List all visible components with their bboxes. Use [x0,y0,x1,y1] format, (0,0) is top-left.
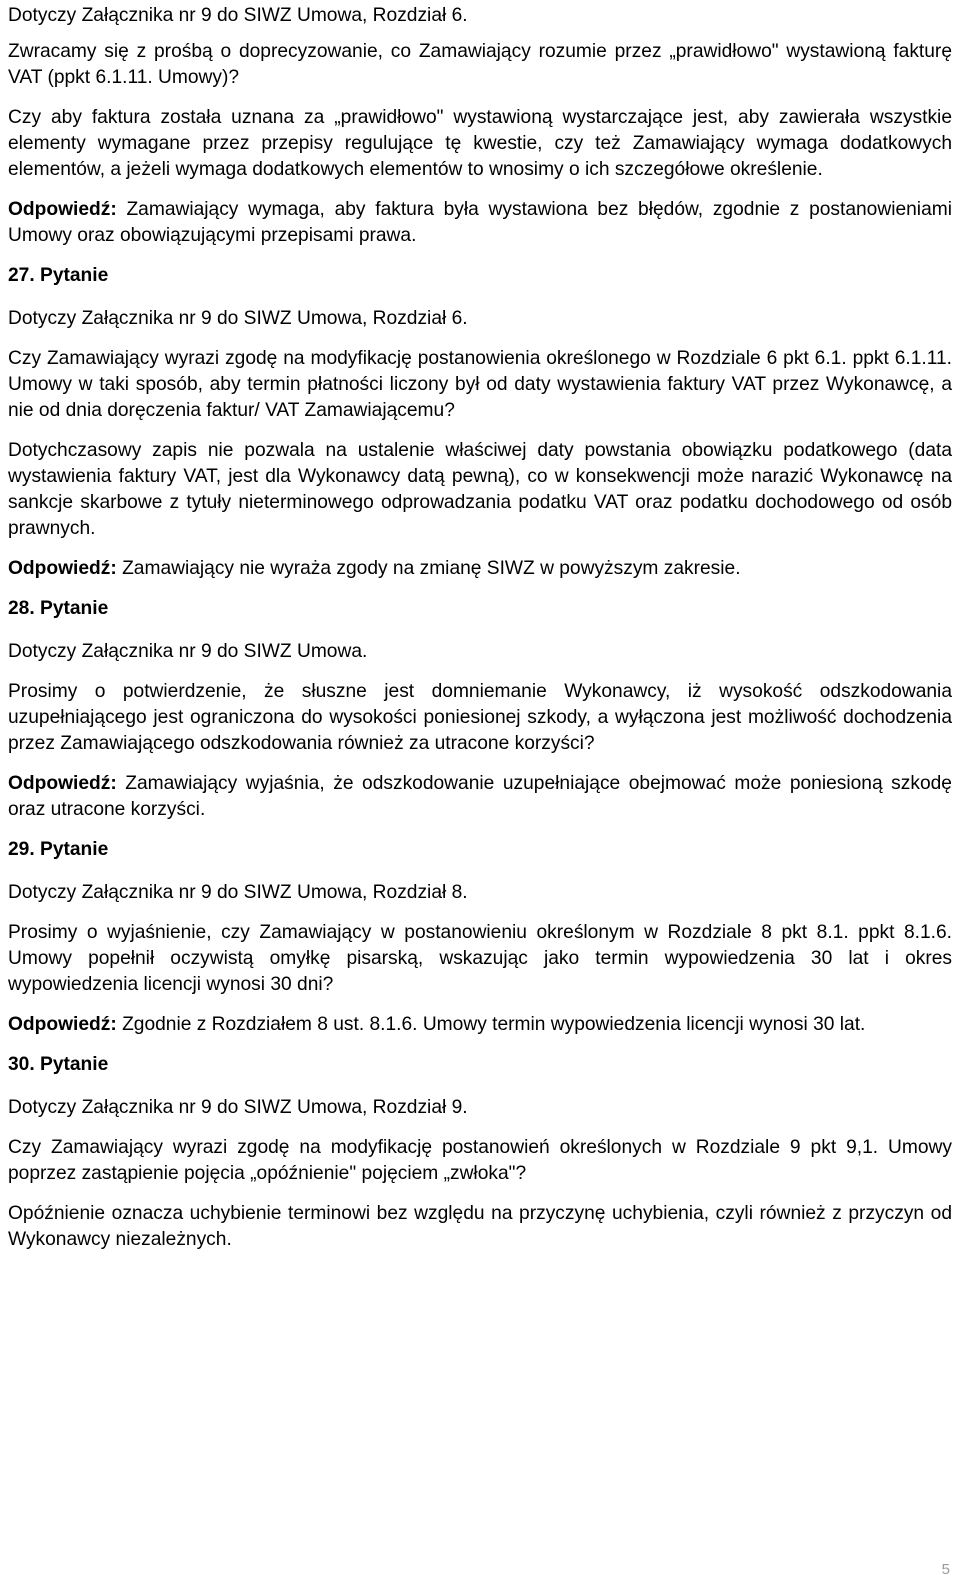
ref-line-30: Dotyczy Załącznika nr 9 do SIWZ Umowa, Rozdział 9. [8,1097,468,1118]
answer-text: Zamawiający wymaga, aby faktura była wystawiona bez błędów, zgodnie z postanowieniami Umowy oraz obowiązującymi przepisami prawa. [8,199,952,246]
question-29: Prosimy o wyjaśnienie, czy Zamawiający w postanowieniu określonym w Rozdziale 8 pkt 8.1. ppkt 8.1.6. Umowy popełnił oczywistą omyłkę pisarską, wskazując jako termin wypowiedzenia 30 lat i okres wypowiedzenia licencji wynosi 30 dni? [8,922,952,995]
ref-line-29: Dotyczy Załącznika nr 9 do SIWZ Umowa, Rozdział 8. [8,882,468,903]
question-27-part1: Czy Zamawiający wyrazi zgodę na modyfikację postanowienia określonego w Rozdziale 6 pkt 6.1. ppkt 6.1.11. Umowy w taki sposób, aby termin płatności liczony był od daty wystawienia faktury VAT przez Wykonawcę, a nie od dnia doręczenia faktur/ VAT Zamawiającemu? [8,348,952,421]
question-26-part2: Czy aby faktura została uznana za „prawidłowo" wystawioną wystarczające jest, aby zawierała wszystkie elementy wymagane przez przepisy regulujące tę kwestie, czy też Zamawiający wymaga dodatkowych elementów, a jeżeli wymaga dodatkowych elementów to wnosimy o ich szczegółowe określenie. [8,107,952,180]
question-28: Prosimy o potwierdzenie, że słuszne jest domniemanie Wykonawcy, iż wysokość odszkodowania uzupełniającego jest ograniczona do wysokości poniesionej szkody, a wyłączona jest możliwość dochodzenia przez Zamawiającego odszkodowania również za utracone korzyści? [8,681,952,754]
question-heading-29 [8,837,952,863]
question-heading-30 [8,1052,952,1078]
question-number: 29. [8,839,35,860]
question-number: 27. [8,265,35,286]
question-heading-27 [8,263,952,289]
answer-text: Zamawiający wyjaśnia, że odszkodowanie uzupełniające obejmować może poniesioną szkodę oraz utracone korzyści. [8,773,952,820]
answer-text: Zamawiający nie wyraża zgody na zmianę SIWZ w powyższym zakresie. [122,558,741,579]
ref-line-26: Dotyczy Załącznika nr 9 do SIWZ Umowa, Rozdział 6. [8,5,468,26]
answer-label: Odpowiedź: [8,199,117,220]
ref-line-28: Dotyczy Załącznika nr 9 do SIWZ Umowa. [8,641,368,662]
answer-29 [8,1012,952,1038]
ref-line-27: Dotyczy Załącznika nr 9 do SIWZ Umowa, Rozdział 6. [8,308,468,329]
answer-27 [8,556,952,582]
question-number: 28. [8,598,35,619]
question-30-part2: Opóźnienie oznacza uchybienie terminowi bez względu na przyczynę uchybienia, czyli również z przyczyn od Wykonawcy niezależnych. [8,1203,952,1250]
document-body [8,3,952,1267]
question-word: Pytanie [40,839,109,860]
question-27-part2: Dotychczasowy zapis nie pozwala na ustalenie właściwej daty powstania obowiązku podatkowego (data wystawienia faktury VAT, jest dla Wykonawcy datą pewną), co w konsekwencji może narazić Wykonawcę na sankcje skarbowe z tytuły nieterminowego odprowadzania podatku VAT oraz podatku dochodowego od osób prawnych. [8,440,952,539]
answer-26 [8,197,952,249]
question-26-part1: Zwracamy się z prośbą o doprecyzowanie, co Zamawiający rozumie przez „prawidłowo" wystawioną fakturę VAT (ppkt 6.1.11. Umowy)? [8,41,952,88]
answer-label: Odpowiedź: [8,773,117,794]
answer-28 [8,771,952,823]
page-number: 5 [941,1561,950,1578]
answer-label: Odpowiedź: [8,1014,117,1035]
question-word: Pytanie [40,598,109,619]
question-word: Pytanie [40,265,109,286]
question-heading-28 [8,596,952,622]
answer-label: Odpowiedź: [8,558,117,579]
question-number: 30. [8,1054,35,1075]
answer-text: Zgodnie z Rozdziałem 8 ust. 8.1.6. Umowy termin wypowiedzenia licencji wynosi 30 lat. [122,1014,866,1035]
question-30-part1: Czy Zamawiający wyrazi zgodę na modyfikację postanowień określonych w Rozdziale 9 pkt 9,1. Umowy poprzez zastąpienie pojęcia „opóźnienie" pojęciem „zwłoka"? [8,1137,952,1184]
question-word: Pytanie [40,1054,109,1075]
